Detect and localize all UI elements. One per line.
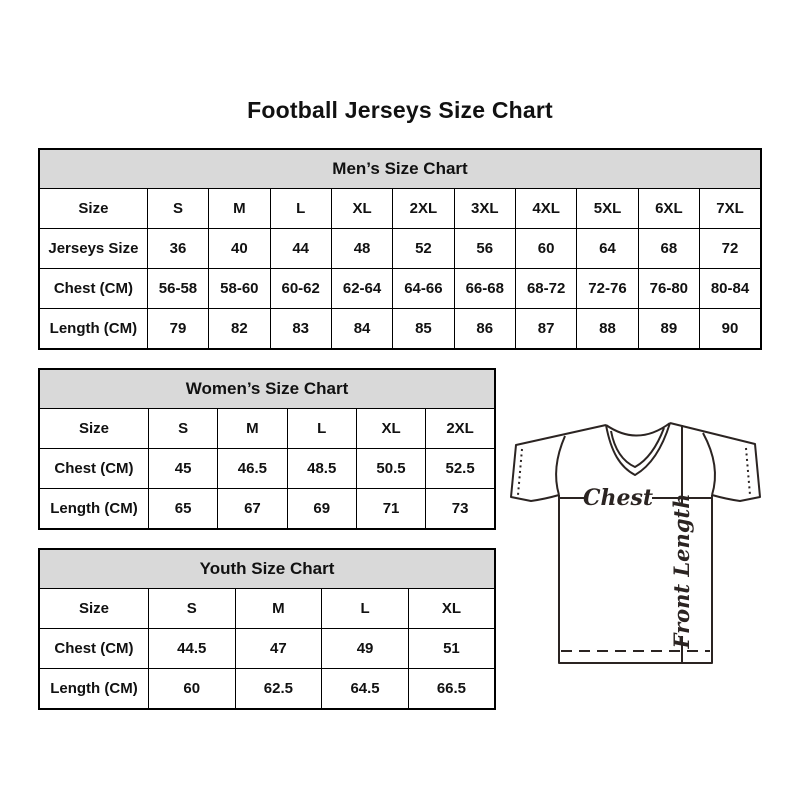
size-value-cell: 58-60 xyxy=(209,269,270,309)
size-value-cell: 82 xyxy=(209,309,270,349)
youth-table-title: Youth Size Chart xyxy=(39,549,495,589)
size-value-cell: 60 xyxy=(515,229,576,269)
size-value-cell: 46.5 xyxy=(218,449,287,489)
size-value-cell: L xyxy=(287,409,356,449)
jersey-right-armhole-seam xyxy=(703,433,715,495)
mens-size-table xyxy=(38,148,762,348)
size-value-cell: 64.5 xyxy=(322,669,409,709)
row-label-cell: Size xyxy=(39,409,148,449)
size-value-cell: 84 xyxy=(331,309,392,349)
table-row xyxy=(39,409,495,449)
table-row xyxy=(39,449,495,489)
size-value-cell: 44.5 xyxy=(148,629,235,669)
table-header-row xyxy=(39,369,495,409)
size-value-cell: 64 xyxy=(577,229,638,269)
size-value-cell: 90 xyxy=(700,309,761,349)
size-value-cell: 87 xyxy=(515,309,576,349)
row-label-cell: Length (CM) xyxy=(39,669,148,709)
size-value-cell: 36 xyxy=(147,229,208,269)
table-row xyxy=(39,669,495,709)
size-value-cell: 49 xyxy=(322,629,409,669)
table-row xyxy=(39,269,761,309)
table-row xyxy=(39,489,495,529)
size-value-cell: 52.5 xyxy=(426,449,495,489)
size-value-cell: XL xyxy=(356,409,425,449)
size-value-cell: 56 xyxy=(454,229,515,269)
jersey-collar-back-arc xyxy=(606,423,670,436)
size-value-cell: 50.5 xyxy=(356,449,425,489)
row-label-cell: Size xyxy=(39,589,148,629)
size-value-cell: 45 xyxy=(148,449,217,489)
womens-table xyxy=(38,368,496,530)
size-value-cell: 68 xyxy=(638,229,699,269)
row-label-cell: Chest (CM) xyxy=(39,449,148,489)
size-value-cell: M xyxy=(235,589,322,629)
size-value-cell: 71 xyxy=(356,489,425,529)
size-value-cell: 73 xyxy=(426,489,495,529)
page-title: Football Jerseys Size Chart xyxy=(247,97,553,123)
womens-size-table xyxy=(38,368,496,528)
size-value-cell: 72 xyxy=(700,229,761,269)
table-row xyxy=(39,629,495,669)
size-value-cell: 66.5 xyxy=(408,669,495,709)
row-label-cell: Jerseys Size xyxy=(39,229,147,269)
size-value-cell: 68-72 xyxy=(515,269,576,309)
size-value-cell: M xyxy=(209,189,270,229)
size-value-cell: S xyxy=(147,189,208,229)
size-value-cell: 62.5 xyxy=(235,669,322,709)
size-value-cell: 5XL xyxy=(577,189,638,229)
size-value-cell: 65 xyxy=(148,489,217,529)
size-value-cell: 60 xyxy=(148,669,235,709)
chest-measure-label: Chest xyxy=(582,485,654,511)
size-value-cell: 79 xyxy=(147,309,208,349)
size-value-cell: XL xyxy=(408,589,495,629)
womens-table-title: Women’s Size Chart xyxy=(39,369,495,409)
row-label-cell: Size xyxy=(39,189,147,229)
size-value-cell: 67 xyxy=(218,489,287,529)
size-value-cell: 3XL xyxy=(454,189,515,229)
size-value-cell: S xyxy=(148,589,235,629)
size-value-cell: 66-68 xyxy=(454,269,515,309)
jersey-measurement-diagram xyxy=(498,400,798,700)
table-row xyxy=(39,309,761,349)
table-header-row xyxy=(39,149,761,189)
size-value-cell: 88 xyxy=(577,309,638,349)
size-value-cell: XL xyxy=(331,189,392,229)
size-value-cell: 52 xyxy=(393,229,454,269)
size-value-cell: 7XL xyxy=(700,189,761,229)
jersey-left-armhole-seam xyxy=(556,436,565,495)
size-value-cell: 56-58 xyxy=(147,269,208,309)
jersey-right-cuff-seam xyxy=(746,448,750,495)
table-row xyxy=(39,189,761,229)
size-value-cell: 89 xyxy=(638,309,699,349)
row-label-cell: Length (CM) xyxy=(39,309,147,349)
size-value-cell: L xyxy=(322,589,409,629)
size-value-cell: 48 xyxy=(331,229,392,269)
size-value-cell: 40 xyxy=(209,229,270,269)
row-label-cell: Chest (CM) xyxy=(39,629,148,669)
size-value-cell: 4XL xyxy=(515,189,576,229)
size-value-cell: 64-66 xyxy=(393,269,454,309)
size-value-cell: 47 xyxy=(235,629,322,669)
size-value-cell: L xyxy=(270,189,331,229)
row-label-cell: Chest (CM) xyxy=(39,269,147,309)
mens-table-title: Men’s Size Chart xyxy=(39,149,761,189)
size-value-cell: M xyxy=(218,409,287,449)
row-label-cell: Length (CM) xyxy=(39,489,148,529)
size-value-cell: 80-84 xyxy=(700,269,761,309)
size-value-cell: 83 xyxy=(270,309,331,349)
front-length-measure-label: Front Length xyxy=(669,493,694,649)
size-value-cell: 72-76 xyxy=(577,269,638,309)
size-value-cell: 62-64 xyxy=(331,269,392,309)
size-value-cell: 85 xyxy=(393,309,454,349)
size-value-cell: 2XL xyxy=(393,189,454,229)
youth-table xyxy=(38,548,496,710)
table-row xyxy=(39,229,761,269)
size-value-cell: 48.5 xyxy=(287,449,356,489)
size-value-cell: 6XL xyxy=(638,189,699,229)
table-row xyxy=(39,589,495,629)
size-value-cell: 2XL xyxy=(426,409,495,449)
jersey-left-cuff-seam xyxy=(518,449,522,495)
size-value-cell: 44 xyxy=(270,229,331,269)
youth-size-table xyxy=(38,548,496,708)
size-value-cell: 76-80 xyxy=(638,269,699,309)
size-value-cell: 86 xyxy=(454,309,515,349)
size-value-cell: 51 xyxy=(408,629,495,669)
mens-table xyxy=(38,148,762,350)
jersey-right-sleeve xyxy=(670,423,760,501)
size-value-cell: 69 xyxy=(287,489,356,529)
table-header-row xyxy=(39,549,495,589)
size-value-cell: 60-62 xyxy=(270,269,331,309)
size-value-cell: S xyxy=(148,409,217,449)
